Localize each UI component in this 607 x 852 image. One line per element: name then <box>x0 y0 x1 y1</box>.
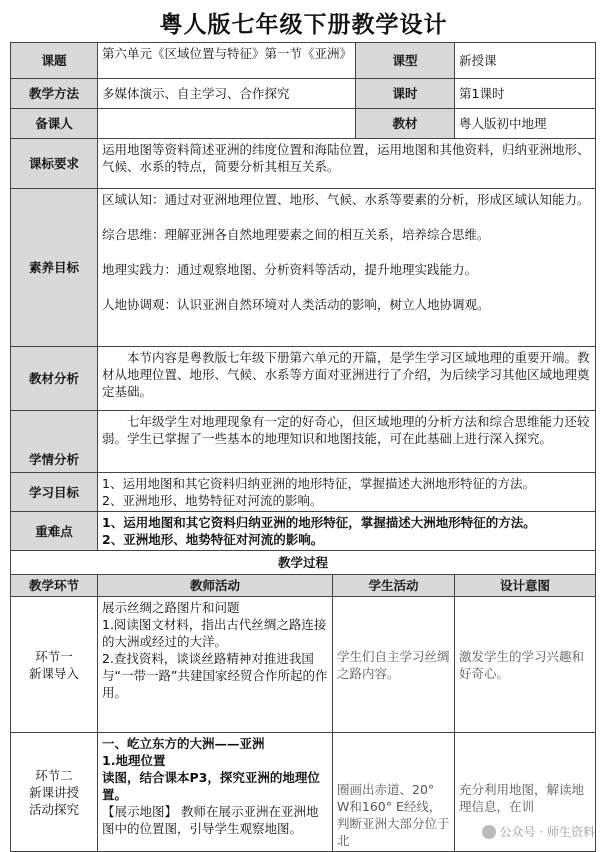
key-point-item: 2、亚洲地形、地势特征对河流的影响。 <box>102 532 324 547</box>
textbook-value: 粤人版初中地理 <box>455 109 596 139</box>
learning-goals-label: 学习目标 <box>11 473 98 512</box>
stage-1-design-intent: 激发学生的学习兴趣和好奇心。 <box>455 597 596 733</box>
topic-label: 课题 <box>11 43 98 79</box>
hours-label: 课时 <box>356 79 455 109</box>
watermark-text: 公众号 · 师生资料 <box>499 825 595 839</box>
textbook-analysis-label: 教材分析 <box>11 347 98 411</box>
stage-2-name: 环节二 新课讲授 活动探究 <box>11 733 98 852</box>
stage-2-design-intent: 充分利用地图，解读地理信息，在训 <box>455 733 596 852</box>
lesson-plan-table <box>10 42 596 852</box>
col-header-teacher: 教师活动 <box>98 575 333 597</box>
type-value: 新授课 <box>455 43 596 79</box>
type-label: 课型 <box>356 43 455 79</box>
stage-2-student-activity: 圈画出赤道、20° W和160° E经线，判断亚洲大部分位于北 <box>333 733 455 852</box>
stage-1-name: 环节一 新课导入 <box>11 597 98 733</box>
standards-text: 运用地图等资料简述亚洲的纬度位置和海陆位置，运用地图和其他资料，归纳亚洲地形、气候、水系的特点，简要分析其相互关系。 <box>98 139 596 189</box>
literacy-item: 地理实践力：通过观察地图、分析资料等活动，提升地理实践能力。 <box>102 262 478 277</box>
stage-1-teacher-activity: 展示丝绸之路图片和问题 1.阅读图文材料，指出古代丝绸之路连接的大洲或经过的大洋。 2.查找资料，谈谈丝路精神对推进我国与“一带一路”共建国家经贸合作所起的作用。 <box>98 597 333 733</box>
col-header-intent: 设计意图 <box>455 575 596 597</box>
student-analysis-text: 七年级学生对地理现象有一定的好奇心，但区域地理的分析方法和综合思维能力还较弱。学生已掌握了一些基本的地理知识和地图技能，可在此基础上进行深入探究。 <box>98 411 596 473</box>
topic-value: 第六单元《区域位置与特征》第一节《亚洲》 <box>98 43 356 79</box>
stage-1-student-activity: 学生们自主学习丝绸之路内容。 <box>333 597 455 733</box>
learning-goal-item: 1、运用地图和其它资料归纳亚洲的地形特征，掌握描述大洲地形特征的方法。 <box>102 476 535 491</box>
col-header-stage: 教学环节 <box>11 575 98 597</box>
document-title: 粤人版七年级下册教学设计 <box>159 12 448 38</box>
textbook-label: 教材 <box>356 109 455 139</box>
teacher-label: 备课人 <box>11 109 98 139</box>
wechat-icon <box>482 825 496 839</box>
stage-2-teacher-activity: 一、屹立东方的大洲——亚洲 1.地理位置 读图，结合课本P3，探究亚洲的地理位置。 【展示地图】 教师在展示亚洲在亚洲地图中的位置图，引导学生观察地图。 <box>98 733 333 852</box>
literacy-item: 人地协调观：认识亚洲自然环境对人类活动的影响，树立人地协调观。 <box>102 297 490 312</box>
col-header-student: 学生活动 <box>333 575 455 597</box>
key-points-label: 重难点 <box>11 512 98 551</box>
hours-value: 第1课时 <box>455 79 596 109</box>
watermark <box>482 823 595 840</box>
teacher-value <box>98 109 356 139</box>
student-analysis-label: 学情分析 <box>11 411 98 473</box>
method-label: 教学方法 <box>11 79 98 109</box>
learning-goal-item: 2、亚洲地形、地势特征对河流的影响。 <box>102 493 323 508</box>
literacy-goals <box>98 189 596 347</box>
method-value: 多媒体演示、自主学习、合作探究 <box>98 79 356 109</box>
process-title: 教学过程 <box>11 551 596 575</box>
key-point-item: 1、运用地图和其它资料归纳亚洲的地形特征，掌握描述大洲地形特征的方法。 <box>102 515 536 530</box>
textbook-analysis-text: 本节内容是粤教版七年级下册第六单元的开篇，是学生学习区域地理的重要开端。教材从地理位置、地形、气候、水系等方面对亚洲进行了介绍，为后续学习其他区域地理奠定基础。 <box>98 347 596 411</box>
key-points <box>98 512 596 551</box>
literacy-label: 素养目标 <box>11 189 98 347</box>
literacy-item: 综合思维：理解亚洲各自然地理要素之间的相互关系，培养综合思维。 <box>102 227 490 242</box>
learning-goals <box>98 473 596 512</box>
literacy-item: 区域认知：通过对亚洲地理位置、地形、气候、水系等要素的分析，形成区域认知能力。 <box>102 192 590 207</box>
standards-label: 课标要求 <box>11 139 98 189</box>
